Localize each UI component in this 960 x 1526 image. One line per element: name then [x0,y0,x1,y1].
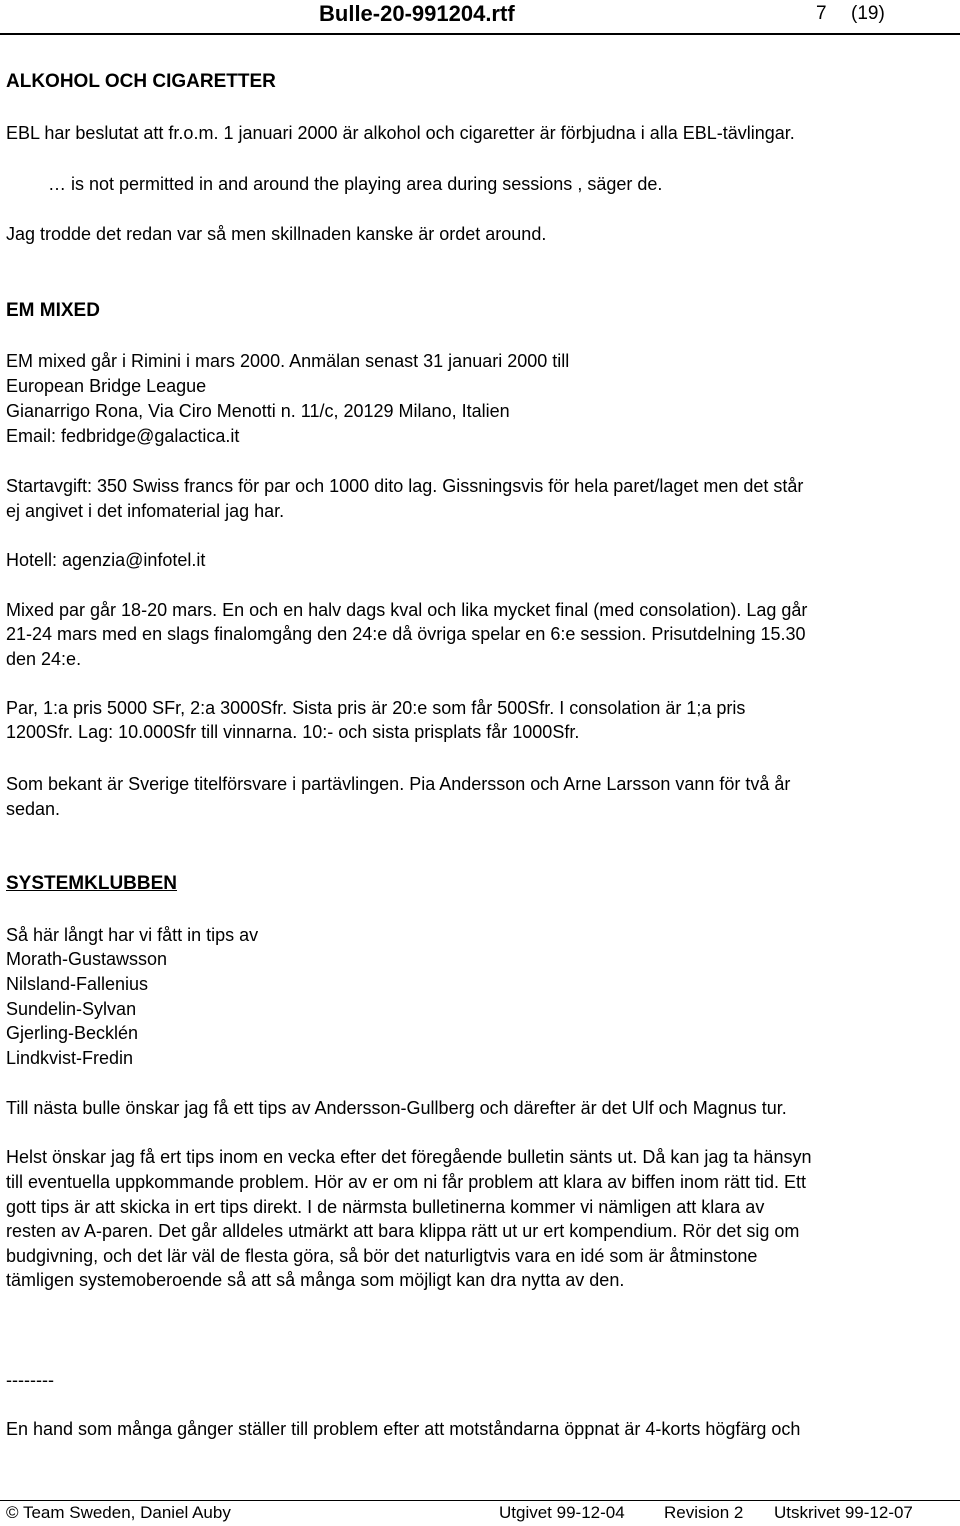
paragraph-line: Email: fedbridge@galactica.it [6,426,240,446]
paragraph-line: En hand som många gånger ställer till problem efter att motståndarna öppnat är 4-korts högfärg och [6,1419,801,1439]
paragraph-line: Gianarrigo Rona, Via Ciro Menotti n. 11/c, 20129 Milano, Italien [6,401,510,421]
paragraph-line: Så här långt har vi fått in tips av [6,925,259,945]
page-number: 7 [816,3,827,24]
section-heading-systemklubben: SYSTEMKLUBBEN [6,873,178,894]
paragraph-line: Som bekant är Sverige titelförsvare i partävlingen. Pia Andersson och Arne Larsson vann för två år [6,774,791,794]
paragraph-line: resten av A-paren. Det går alldeles utmärkt att bara klippa rätt ut ur ert kompendium. Rör det sig om [6,1221,800,1241]
list-item: Lindkvist-Fredin [6,1048,134,1068]
paragraph-line: Par, 1:a pris 5000 SFr, 2:a 3000Sfr. Sista pris är 20:e som får 500Sfr. I consolation är 1;a pris [6,698,746,718]
paragraph-line: tämligen systemoberoende så att så många som möjligt kan dra nytta av den. [6,1270,625,1290]
paragraph-line: Startavgift: 350 Swiss francs för par och 1000 dito lag. Gissningsvis för hela paret/laget men det står [6,476,804,496]
list-item: Morath-Gustawsson [6,949,168,969]
paragraph-line: Mixed par går 18-20 mars. En och en halv dags kval och lika mycket final (med consolation). Lag går [6,600,808,620]
list-item: Gjerling-Becklén [6,1023,139,1043]
paragraph-line: EBL har beslutat att fr.o.m. 1 januari 2000 är alkohol och cigaretter är förbjudna i alla EBL-tävlingar. [6,123,795,143]
page-total: (19) [851,3,885,24]
list-item: Nilsland-Fallenius [6,974,149,994]
separator-text: -------- [6,1370,54,1390]
paragraph-line: Jag trodde det redan var så men skillnaden kanske är ordet around. [6,224,547,244]
paragraph-line: … is not permitted in and around the playing area during sessions , säger de. [48,174,663,194]
section-heading-alkohol: ALKOHOL OCH CIGARETTER [6,71,276,92]
footer-printed: Utskrivet 99-12-07 [774,1503,913,1522]
paragraph-line: EM mixed går i Rimini i mars 2000. Anmälan senast 31 januari 2000 till [6,351,570,371]
document-title: Bulle-20-991204.rtf [319,1,515,26]
paragraph-line: till eventuella uppkommande problem. Hör av er om ni får problem att klara av biffen inom rätt tid. Ett [6,1172,807,1192]
paragraph-line: 1200Sfr. Lag: 10.000Sfr till vinnarna. 10:- och sista prisplats får 1000Sfr. [6,722,580,742]
paragraph-line: ej angivet i det infomaterial jag har. [6,501,285,521]
footer-copyright: © Team Sweden, Daniel Auby [6,1503,231,1522]
header-divider [0,33,960,35]
paragraph-line: Hotell: agenzia@infotel.it [6,550,206,570]
footer-revision: Revision 2 [664,1503,744,1522]
section-heading-em-mixed: EM MIXED [6,300,100,321]
paragraph-line: sedan. [6,799,61,819]
paragraph-line: Till nästa bulle önskar jag få ett tips av Andersson-Gullberg och därefter är det Ulf och Magnus tur. [6,1098,787,1118]
footer-published: Utgivet 99-12-04 [499,1503,625,1522]
paragraph-line: den 24:e. [6,649,82,669]
list-item: Sundelin-Sylvan [6,999,137,1019]
paragraph-line: 21-24 mars med en slags finalomgång den 24:e då övriga spelar en 6:e session. Prisutdelning 15.30 [6,624,806,644]
paragraph-line: Helst önskar jag få ert tips inom en vecka efter det föregående bulletin sänts ut. Då kan jag ta hänsyn [6,1147,812,1167]
footer-divider [0,1500,960,1501]
paragraph-line: European Bridge League [6,376,207,396]
paragraph-line: budgivning, och det lär väl de flesta göra, så bör det naturligtvis vara en idé som är åtminstone [6,1246,758,1266]
paragraph-line: gott tips är att skicka in ert tips direkt. I de närmsta bulletinerna kommer vi nämligen att klara av [6,1197,765,1217]
